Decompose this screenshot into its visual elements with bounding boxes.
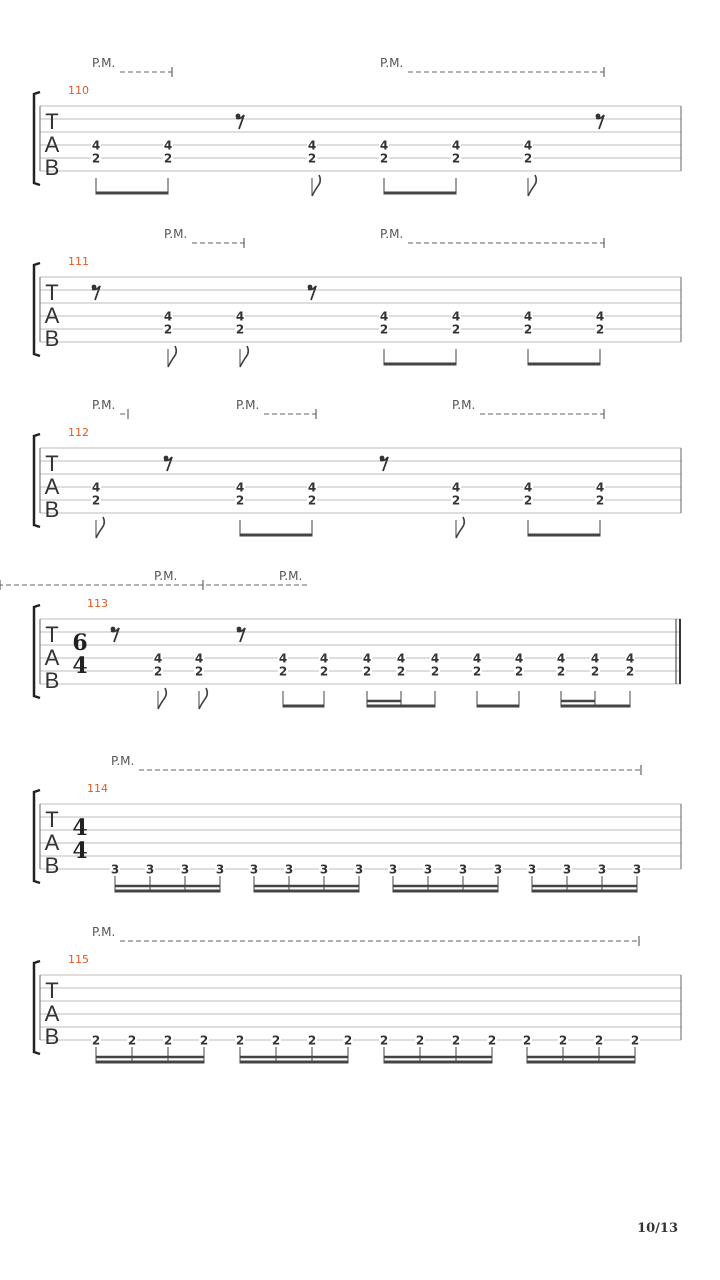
fret-number: 3	[110, 862, 120, 877]
fret-number: 4	[163, 309, 173, 324]
fret-number: 2	[199, 1033, 209, 1048]
eighth-rest	[308, 285, 316, 300]
eighth-rest	[596, 114, 604, 129]
eighth-rest	[111, 627, 119, 642]
fret-number: 4	[595, 480, 605, 495]
system-bracket	[34, 961, 40, 1054]
fret-number: 3	[458, 862, 468, 877]
fret-number: 2	[362, 664, 372, 679]
fret-number: 2	[235, 322, 245, 337]
eighth-flag	[96, 517, 104, 538]
tab-clef-letter: T	[45, 622, 59, 647]
fret-number: 2	[153, 664, 163, 679]
fret-number: 4	[514, 651, 524, 666]
fret-number: 2	[625, 664, 635, 679]
tab-clef-letter: B	[44, 853, 60, 878]
fret-number: 4	[430, 651, 440, 666]
fret-number: 2	[595, 322, 605, 337]
tab-clef-letter: B	[44, 155, 60, 180]
fret-number: 4	[379, 309, 389, 324]
palm-mute-label: P.M.	[452, 398, 476, 412]
fret-number: 4	[278, 651, 288, 666]
fret-number: 2	[487, 1033, 497, 1048]
palm-mute-label: P.M.	[92, 925, 116, 939]
palm-mute-label: P.M.	[111, 754, 135, 768]
eighth-flag	[199, 688, 207, 709]
fret-number: 3	[180, 862, 190, 877]
fret-number: 2	[523, 322, 533, 337]
fret-number: 3	[562, 862, 572, 877]
eighth-rest	[164, 456, 172, 471]
tab-system	[34, 227, 681, 367]
fret-number: 2	[590, 664, 600, 679]
fret-number: 2	[451, 493, 461, 508]
tab-system	[34, 925, 681, 1062]
fret-number: 2	[379, 322, 389, 337]
fret-number: 2	[278, 664, 288, 679]
fret-number: 4	[556, 651, 566, 666]
tab-clef-letter: A	[44, 1001, 60, 1026]
fret-number: 4	[625, 651, 635, 666]
fret-number: 4	[153, 651, 163, 666]
tab-clef-letter: B	[44, 1024, 60, 1049]
tab-clef-letter: T	[45, 280, 59, 305]
fret-number: 2	[451, 151, 461, 166]
fret-number: 4	[91, 480, 101, 495]
tab-clef-letter: B	[44, 497, 60, 522]
eighth-flag	[168, 346, 176, 367]
tab-clef-letter: B	[44, 326, 60, 351]
measure-number: 113	[87, 597, 108, 610]
fret-number: 3	[319, 862, 329, 877]
tab-clef-letter: A	[44, 645, 60, 670]
fret-number: 3	[632, 862, 642, 877]
fret-number: 4	[194, 651, 204, 666]
fret-number: 4	[590, 651, 600, 666]
measure-number: 112	[68, 426, 89, 439]
tab-system	[0, 569, 681, 709]
palm-mute-label: P.M.	[92, 398, 116, 412]
fret-number: 2	[319, 664, 329, 679]
eighth-flag	[240, 346, 248, 367]
eighth-flag	[456, 517, 464, 538]
eighth-rest	[92, 285, 100, 300]
fret-number: 2	[379, 1033, 389, 1048]
fret-number: 2	[379, 151, 389, 166]
measure-number: 115	[68, 953, 89, 966]
fret-number: 2	[523, 151, 533, 166]
fret-number: 3	[388, 862, 398, 877]
system-bracket	[34, 92, 40, 185]
measure-number: 111	[68, 255, 89, 268]
fret-number: 2	[91, 151, 101, 166]
system-bracket	[34, 605, 40, 698]
fret-number: 2	[430, 664, 440, 679]
fret-number: 4	[362, 651, 372, 666]
fret-number: 4	[595, 309, 605, 324]
eighth-rest	[380, 456, 388, 471]
tab-clef-letter: B	[44, 668, 60, 693]
fret-number: 2	[472, 664, 482, 679]
fret-number: 4	[451, 138, 461, 153]
fret-number: 2	[558, 1033, 568, 1048]
eighth-flag	[528, 175, 536, 196]
tab-clef-letter: A	[44, 132, 60, 157]
fret-number: 2	[127, 1033, 137, 1048]
time-signature-digit: 4	[72, 815, 88, 841]
palm-mute-label: P.M.	[380, 56, 404, 70]
fret-number: 2	[415, 1033, 425, 1048]
palm-mute-label: P.M.	[279, 569, 303, 583]
fret-number: 4	[319, 651, 329, 666]
palm-mute-label: P.M.	[380, 227, 404, 241]
time-signature-digit: 4	[72, 838, 88, 864]
tab-clef-letter: A	[44, 830, 60, 855]
fret-number: 4	[379, 138, 389, 153]
time-signature-digit: 6	[72, 630, 88, 656]
system-bracket	[34, 790, 40, 883]
tab-clef-letter: T	[45, 807, 59, 832]
tab-clef-letter: T	[45, 978, 59, 1003]
fret-number: 2	[235, 1033, 245, 1048]
tab-system	[34, 56, 681, 196]
tab-system	[34, 398, 681, 538]
fret-number: 4	[523, 309, 533, 324]
tab-clef-letter: T	[45, 451, 59, 476]
fret-number: 4	[235, 480, 245, 495]
system-bracket	[34, 263, 40, 356]
fret-number: 3	[145, 862, 155, 877]
eighth-flag	[158, 688, 166, 709]
fret-number: 2	[235, 493, 245, 508]
fret-number: 2	[396, 664, 406, 679]
fret-number: 4	[451, 480, 461, 495]
fret-number: 2	[595, 493, 605, 508]
fret-number: 2	[307, 151, 317, 166]
fret-number: 4	[163, 138, 173, 153]
fret-number: 2	[630, 1033, 640, 1048]
fret-number: 2	[343, 1033, 353, 1048]
fret-number: 2	[594, 1033, 604, 1048]
tab-clef-letter: T	[45, 109, 59, 134]
palm-mute-label: P.M.	[92, 56, 116, 70]
eighth-flag	[312, 175, 320, 196]
fret-number: 2	[523, 493, 533, 508]
fret-number: 3	[354, 862, 364, 877]
measure-number: 114	[87, 782, 108, 795]
palm-mute-label: P.M.	[164, 227, 188, 241]
fret-number: 2	[451, 322, 461, 337]
fret-number: 4	[307, 480, 317, 495]
fret-number: 3	[284, 862, 294, 877]
tab-clef-letter: A	[44, 303, 60, 328]
fret-number: 4	[472, 651, 482, 666]
tab-system	[34, 754, 681, 891]
fret-number: 2	[451, 1033, 461, 1048]
fret-number: 3	[249, 862, 259, 877]
fret-number: 3	[215, 862, 225, 877]
system-bracket	[34, 434, 40, 527]
fret-number: 2	[163, 151, 173, 166]
eighth-rest	[236, 114, 244, 129]
measure-number: 110	[68, 84, 89, 97]
fret-number: 4	[396, 651, 406, 666]
fret-number: 4	[451, 309, 461, 324]
fret-number: 2	[91, 1033, 101, 1048]
palm-mute-label: P.M.	[154, 569, 178, 583]
time-signature-digit: 4	[72, 653, 88, 679]
fret-number: 2	[307, 493, 317, 508]
fret-number: 2	[307, 1033, 317, 1048]
fret-number: 3	[527, 862, 537, 877]
fret-number: 4	[307, 138, 317, 153]
fret-number: 3	[597, 862, 607, 877]
eighth-rest	[237, 627, 245, 642]
fret-number: 2	[91, 493, 101, 508]
fret-number: 3	[493, 862, 503, 877]
fret-number: 4	[523, 480, 533, 495]
fret-number: 2	[163, 1033, 173, 1048]
fret-number: 4	[91, 138, 101, 153]
fret-number: 2	[163, 322, 173, 337]
fret-number: 2	[271, 1033, 281, 1048]
palm-mute-label: P.M.	[236, 398, 260, 412]
page-number: 10/13	[637, 1221, 678, 1236]
fret-number: 2	[522, 1033, 532, 1048]
fret-number: 2	[194, 664, 204, 679]
fret-number: 2	[556, 664, 566, 679]
fret-number: 3	[423, 862, 433, 877]
tab-clef-letter: A	[44, 474, 60, 499]
fret-number: 4	[235, 309, 245, 324]
fret-number: 4	[523, 138, 533, 153]
fret-number: 2	[514, 664, 524, 679]
